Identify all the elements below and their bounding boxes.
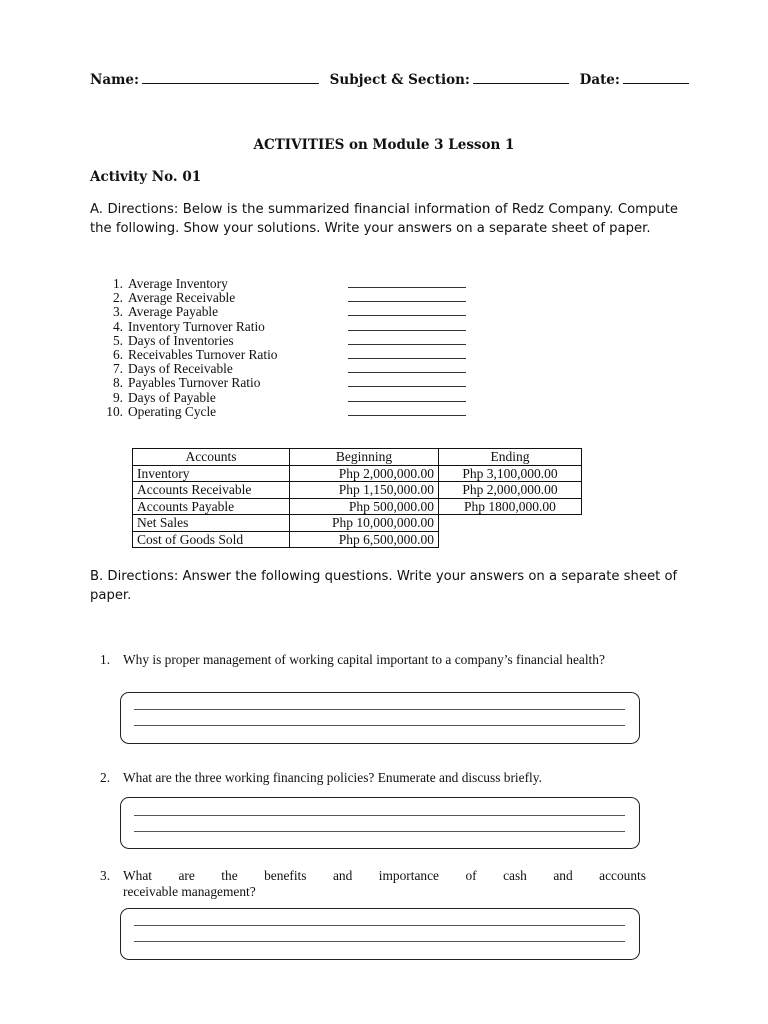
answer-line[interactable]: [348, 386, 466, 387]
table-row: [133, 531, 582, 548]
account-cell: Inventory: [133, 465, 290, 482]
answer-line[interactable]: [348, 401, 466, 402]
beginning-cell: Php 6,500,000.00: [290, 531, 439, 548]
answer-line[interactable]: [348, 287, 466, 288]
answer-line[interactable]: [348, 301, 466, 302]
date-label: Date:: [579, 72, 620, 88]
table-row: [133, 482, 582, 499]
account-cell: Accounts Receivable: [133, 482, 290, 499]
list-item: 2. Average Receivable: [100, 291, 278, 305]
answer-line[interactable]: [348, 315, 466, 316]
question-3: [100, 868, 646, 900]
question-text: What are the benefits and importance of cash and accounts receivable management?: [123, 868, 646, 899]
beginning-cell: Php 10,000,000.00: [290, 515, 439, 532]
ending-cell: Php 3,100,000.00: [439, 465, 582, 482]
account-cell: Net Sales: [133, 515, 290, 532]
part-a-directions: A. Directions: Below is the summarized financial information of Redz Company. Compute the following. Show your solutions. Write your answers on a separate sheet of paper.: [90, 202, 678, 236]
table-row: [133, 465, 582, 482]
answer-line[interactable]: [348, 415, 466, 416]
list-item: 3. Average Payable: [100, 305, 278, 319]
empty-cell: [439, 531, 582, 548]
answer-line: [134, 725, 625, 726]
account-cell: Accounts Payable: [133, 498, 290, 515]
list-item: 8. Payables Turnover Ratio: [100, 376, 278, 390]
question-number: 3.: [100, 868, 111, 883]
question-number: 2.: [100, 770, 111, 785]
date-field[interactable]: [623, 71, 689, 84]
ending-cell: Php 2,000,000.00: [439, 482, 582, 499]
column-header-ending: Ending: [439, 449, 582, 466]
column-header-accounts: Accounts: [133, 449, 290, 466]
subject-section-label: Subject & Section:: [329, 72, 470, 88]
question-text: Why is proper management of working capital important to a company’s financial health?: [123, 652, 605, 667]
activity-heading: Activity No. 01: [90, 169, 202, 185]
name-field[interactable]: [142, 71, 319, 84]
answer-line: [134, 925, 625, 926]
answer-line: [134, 831, 625, 832]
account-cell: Cost of Goods Sold: [133, 531, 290, 548]
list-item: 7. Days of Receivable: [100, 362, 278, 376]
financial-info-table: [132, 448, 582, 548]
question-number: 1.: [100, 652, 111, 667]
list-item: 9. Days of Payable: [100, 391, 278, 405]
answer-line: [134, 941, 625, 942]
beginning-cell: Php 500,000.00: [290, 498, 439, 515]
ending-cell: Php 1800,000.00: [439, 498, 582, 515]
subject-section-field[interactable]: [473, 71, 569, 84]
list-item: 1. Average Inventory: [100, 277, 278, 291]
question-2: [100, 770, 646, 786]
page-title: ACTIVITIES on Module 3 Lesson 1: [253, 137, 515, 153]
beginning-cell: Php 1,150,000.00: [290, 482, 439, 499]
student-info-line: [90, 71, 690, 88]
list-item: 6. Receivables Turnover Ratio: [100, 348, 278, 362]
answer-box-2[interactable]: [120, 797, 640, 849]
empty-cell: [439, 515, 582, 532]
answer-line[interactable]: [348, 358, 466, 359]
part-b-directions: B. Directions: Answer the following questions. Write your answers on a separate sheet of paper.: [90, 569, 678, 603]
answer-box-3[interactable]: [120, 908, 640, 960]
answer-line[interactable]: [348, 372, 466, 373]
answer-line: [134, 815, 625, 816]
column-header-beginning: Beginning: [290, 449, 439, 466]
answer-box-1[interactable]: [120, 692, 640, 744]
table-header-row: [133, 449, 582, 466]
table-row: [133, 515, 582, 532]
list-item: 4. Inventory Turnover Ratio: [100, 320, 278, 334]
beginning-cell: Php 2,000,000.00: [290, 465, 439, 482]
table-row: [133, 498, 582, 515]
list-item: 10. Operating Cycle: [100, 405, 278, 419]
name-label: Name:: [90, 72, 139, 88]
answer-line[interactable]: [348, 344, 466, 345]
question-1: [100, 652, 646, 668]
list-item: 5. Days of Inventories: [100, 334, 278, 348]
question-text: What are the three working financing policies? Enumerate and discuss briefly.: [123, 770, 542, 785]
answer-line: [134, 709, 625, 710]
computation-list: [100, 277, 278, 419]
answer-line[interactable]: [348, 330, 466, 331]
